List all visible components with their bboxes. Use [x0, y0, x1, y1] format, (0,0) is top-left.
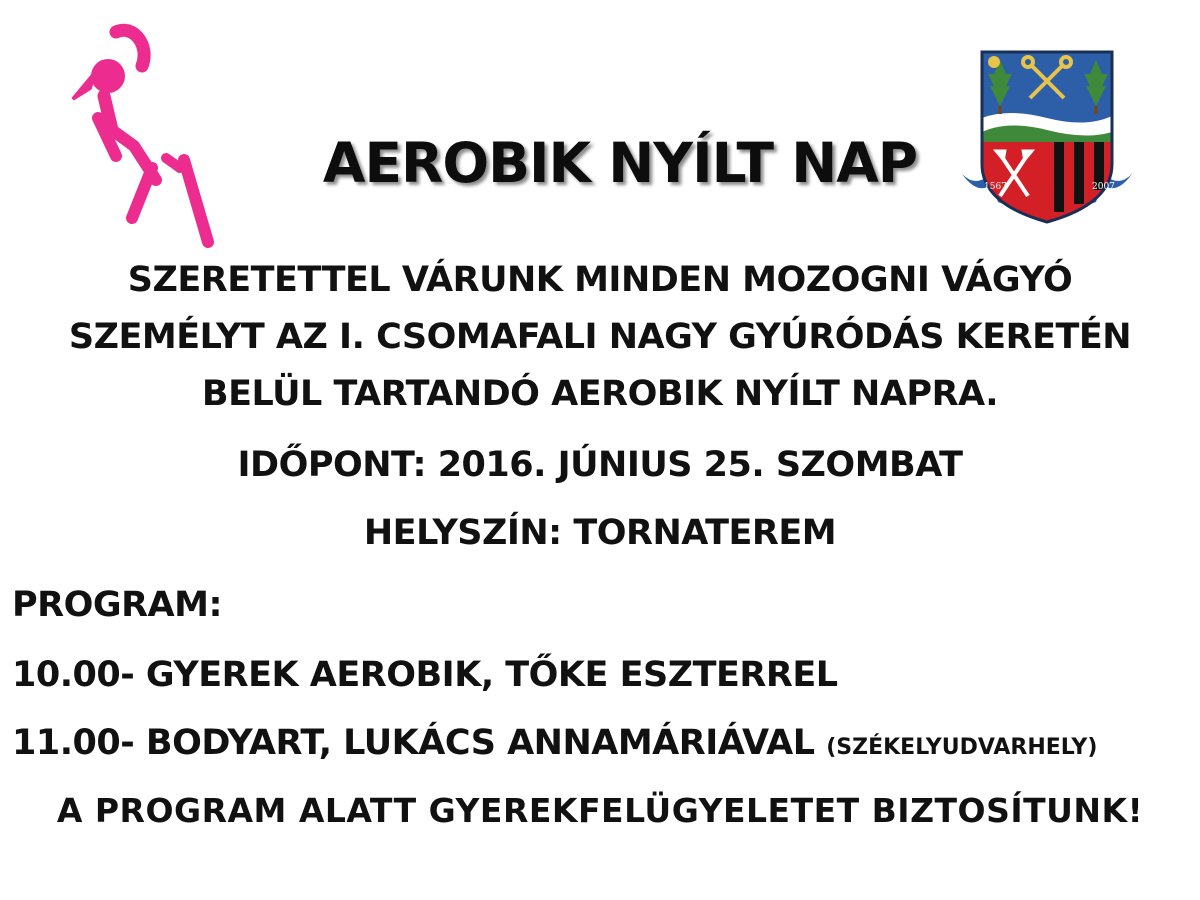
crest-year-right: 2007 — [1092, 182, 1115, 192]
footer-notice: A PROGRAM ALATT GYEREKFELÜGYELETET BIZTOSÍTUNK! — [56, 791, 1144, 830]
page-title: AEROBIK NYÍLT NAP — [322, 131, 918, 195]
program-item — [12, 718, 1097, 773]
date-line: IDŐPONT: 2016. JÚNIUS 25. SZOMBAT — [237, 445, 963, 485]
intro-text — [0, 252, 1200, 423]
aerobics-figure-icon — [58, 18, 238, 253]
crest-year-left: 1567 — [984, 182, 1007, 192]
program-item — [12, 650, 838, 700]
venue-line: HELYSZÍN: TORNATEREM — [363, 513, 837, 553]
intro-line: BELÜL TARTANDÓ AEROBIK NYÍLT NAPRA. — [201, 374, 999, 414]
intro-line: SZERETETTEL VÁRUNK MINDEN MOZOGNI VÁGYÓ — [127, 260, 1073, 300]
program-item-note: (SZÉKELYUDVARHELY) — [826, 735, 1098, 760]
coat-of-arms-icon — [958, 46, 1136, 226]
program-item-text: 10.00- GYEREK AEROBIK, TŐKE ESZTERREL — [12, 655, 838, 695]
intro-line: SZEMÉLYT AZ I. CSOMAFALI NAGY GYÚRÓDÁS KERETÉN — [68, 317, 1132, 357]
program-heading: PROGRAM: — [12, 585, 222, 625]
program-item-text: 11.00- BODYART, LUKÁCS ANNAMÁRIÁVAL — [12, 723, 815, 763]
